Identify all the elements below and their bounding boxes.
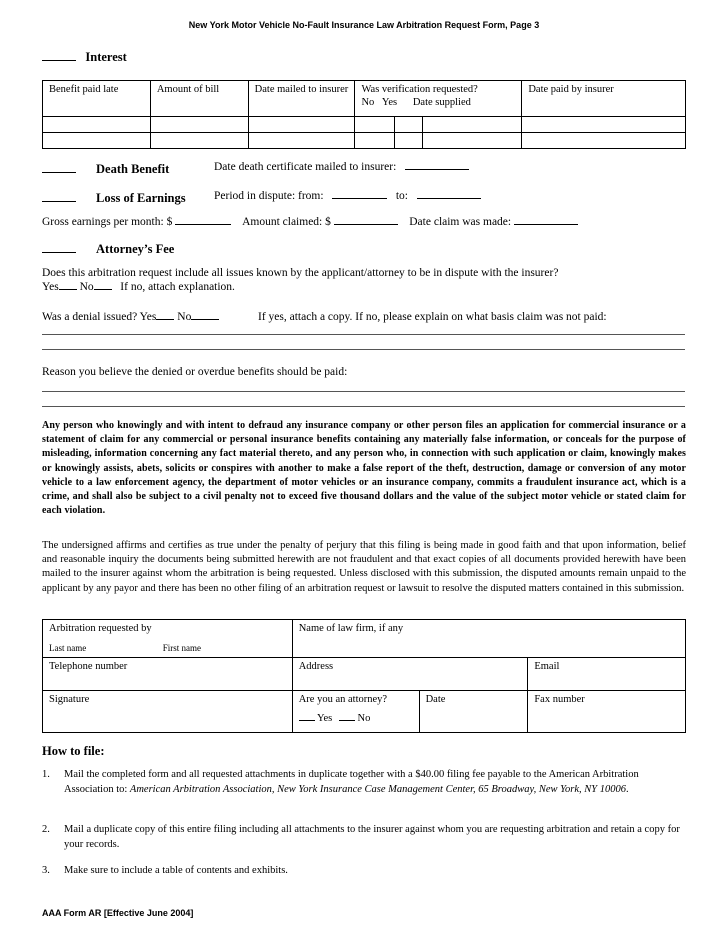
verification-no: No: [361, 97, 375, 108]
law-firm-label: Name of law firm, if any: [298, 623, 404, 634]
how-to-file-num-3: 3.: [42, 865, 50, 876]
how-to-file-title: How to file:: [42, 744, 105, 758]
email-label: Email: [534, 661, 560, 672]
q3-answer-line[interactable]: [42, 406, 685, 407]
how-to-file-num-2: 2.: [42, 824, 50, 835]
col-verification-title: Was verification requested?: [361, 84, 478, 95]
loss-earnings-checkbox-blank[interactable]: [42, 200, 76, 202]
q1-yes-text: Yes: [42, 281, 59, 293]
interest-checkbox-blank[interactable]: [42, 59, 76, 61]
gross-earnings-field[interactable]: [175, 223, 231, 225]
attorney-no-label: No: [357, 713, 371, 724]
period-from-text: Period in dispute: from:: [214, 190, 324, 202]
cell-input[interactable]: [355, 116, 395, 132]
col-date-mailed: Date mailed to insurer: [248, 81, 355, 117]
how-to-file-num-1: 1.: [42, 769, 50, 780]
q2-lead: Was a denial issued? Yes: [42, 311, 157, 323]
cell-input[interactable]: [423, 132, 522, 148]
attorney-fee-label: Attorney’s Fee: [96, 242, 175, 256]
cell-input[interactable]: [423, 116, 522, 132]
fraud-warning: Any person who knowingly and with intent to defraud any insurance company or other person files an application for commercial insurance or a statement of claim for any commercial or personal insurance benefits containing any materially false information, or conceals for the purpose of misleading, information concerning any fact material thereto, and any person who, in connection with such application or claim, knowingly makes or knowingly assists, abets, solicits or conspires with another to make a false report of the theft, destruction, damage or conversion of any motor vehicle to a law enforcement agency, the department of motor vehicles or an insurance company, commits a fraudulent insurance act, which is a crime, and shall also be subject to a civil penalty not to exceed five thousand dollars and the value of the subject motor vehicle or stated claim for each violation.: [42, 420, 686, 517]
q1-answer-row: [42, 281, 235, 293]
fax-cell[interactable]: [528, 691, 686, 733]
attorney-yes-label: Yes: [316, 713, 333, 724]
attorney-fee-checkbox-blank[interactable]: [42, 251, 76, 253]
arb-requested-cell[interactable]: [43, 620, 293, 658]
q2-yes-field[interactable]: [156, 318, 174, 320]
q2-answer-line[interactable]: [42, 334, 685, 335]
arb-requested-label: Arbitration requested by: [49, 623, 152, 634]
q2-no-field[interactable]: [191, 318, 219, 320]
first-name-label: First name: [162, 643, 201, 653]
q1-text: Does this arbitration request include all issues known by the applicant/attorney to be in dispute with the insurer?: [42, 267, 559, 279]
certification-text: The undersigned affirms and certifies as true under the penalty of perjury that this filing is being made in good faith and that upon information, belief and reasonable inquiry the documents being submitted herewith are not fraudulent and that exact copies of all documents provided herewith have been mailed to the insurer against whom the arbitration is being requested. Unless disclosed with this submission, the disputed amounts remain unpaid to the applicant by any payor and there has been no other filing of an arbitration request or lawsuit to resolve the disputed matters contained in this submission.: [42, 540, 686, 594]
period-to-text: to:: [395, 190, 408, 202]
how-to-file-item-3: Make sure to include a table of contents and exhibits.: [64, 865, 288, 876]
q1-yes-field[interactable]: [59, 288, 77, 290]
loss-earnings-label: Loss of Earnings: [96, 191, 186, 205]
how-to-file-item-2: Mail a duplicate copy of this entire filing including all attachments to the insurer against whom you are requesting arbitration and retain a copy for your records.: [64, 824, 680, 850]
q2-row: [42, 311, 219, 323]
death-cert-date-field[interactable]: [405, 168, 469, 170]
verification-yes: Yes: [381, 97, 398, 108]
col-verification: [355, 81, 522, 117]
interest-label: Interest: [85, 50, 127, 64]
q1-tail: If no, attach explanation.: [120, 281, 235, 293]
death-cert-text: Date death certificate mailed to insurer:: [214, 161, 397, 173]
attorney-yes-field[interactable]: [299, 719, 315, 721]
law-firm-cell[interactable]: [292, 620, 685, 658]
address-cell[interactable]: [292, 658, 528, 691]
how-to-file-item-1: Mail the completed form and all requested attachments in duplicate together with a $40.00 filing fee payable to the American Arbitration Association to: American Arbitration Association, New York Insurance Case Management Center, 65 Broadway, New York, NY 10006.: [64, 769, 639, 795]
death-benefit-label: Death Benefit: [96, 162, 170, 176]
amount-claimed-field[interactable]: [334, 223, 398, 225]
verification-date-supplied: Date supplied: [412, 97, 471, 108]
q2-answer-line[interactable]: [42, 349, 685, 350]
date-claim-text: Date claim was made:: [409, 216, 512, 228]
cell-input[interactable]: [395, 116, 423, 132]
col-amount-of-bill: Amount of bill: [150, 81, 248, 117]
death-benefit-row: [42, 160, 169, 178]
cell-input[interactable]: [150, 132, 248, 148]
interest-section: [42, 50, 127, 65]
gross-earnings-row: [42, 216, 578, 228]
cell-input[interactable]: [248, 132, 355, 148]
attorney-question: Are you an attorney?: [298, 694, 388, 705]
cell-input[interactable]: [150, 116, 248, 132]
last-name-label: Last name: [49, 643, 87, 653]
page-header: New York Motor Vehicle No-Fault Insurance Law Arbitration Request Form, Page 3: [188, 20, 540, 30]
q3-text: Reason you believe the denied or overdue benefits should be paid:: [42, 366, 348, 378]
cell-input[interactable]: [522, 116, 686, 132]
period-to-field[interactable]: [417, 197, 481, 199]
form-footer: AAA Form AR [Effective June 2004]: [42, 908, 194, 918]
q1-no-field[interactable]: [94, 288, 112, 290]
cell-input[interactable]: [355, 132, 395, 148]
death-cert-row: [214, 161, 469, 173]
cell-input[interactable]: [248, 116, 355, 132]
aaa-address: American Arbitration Association, New York Insurance Case Management Center, 65 Broadway, New York, NY 10006: [129, 783, 626, 795]
death-benefit-checkbox-blank[interactable]: [42, 171, 76, 173]
signature-cell[interactable]: [43, 691, 293, 733]
attorney-fee-row: [42, 240, 174, 258]
telephone-label: Telephone number: [49, 661, 128, 672]
col-benefit-paid-late: Benefit paid late: [43, 81, 151, 117]
cell-input[interactable]: [522, 132, 686, 148]
requester-table: [42, 619, 686, 733]
amount-claimed-text: Amount claimed: $: [242, 216, 331, 228]
q2-no-text: No: [177, 311, 192, 323]
cell-input[interactable]: [43, 116, 151, 132]
q1-no-text: No: [79, 281, 94, 293]
gross-earnings-text: Gross earnings per month: $: [42, 216, 173, 228]
fax-label: Fax number: [534, 694, 585, 705]
cell-input[interactable]: [395, 132, 423, 148]
item-1-text: Mail the completed form and all requested attachments in duplicate together with a $40.00 filing fee payable to the American Arbitration Association to:: [64, 769, 639, 795]
email-cell[interactable]: [528, 658, 686, 691]
interest-table: [42, 80, 686, 149]
attorney-cell: [292, 691, 419, 733]
col-date-paid: Date paid by insurer: [522, 81, 686, 117]
date-cell[interactable]: [419, 691, 528, 733]
attorney-no-field[interactable]: [339, 719, 355, 721]
cell-input[interactable]: [43, 132, 151, 148]
period-row: [214, 190, 481, 202]
period-from-field[interactable]: [332, 197, 387, 199]
address-label: Address: [298, 661, 334, 672]
q3-answer-line[interactable]: [42, 391, 685, 392]
date-label: Date: [425, 694, 446, 705]
q2-tail: If yes, attach a copy. If no, please explain on what basis claim was not paid:: [258, 311, 607, 323]
signature-label: Signature: [49, 694, 90, 705]
date-claim-field[interactable]: [514, 223, 578, 225]
loss-of-earnings-row: [42, 189, 186, 207]
telephone-cell[interactable]: [43, 658, 293, 691]
